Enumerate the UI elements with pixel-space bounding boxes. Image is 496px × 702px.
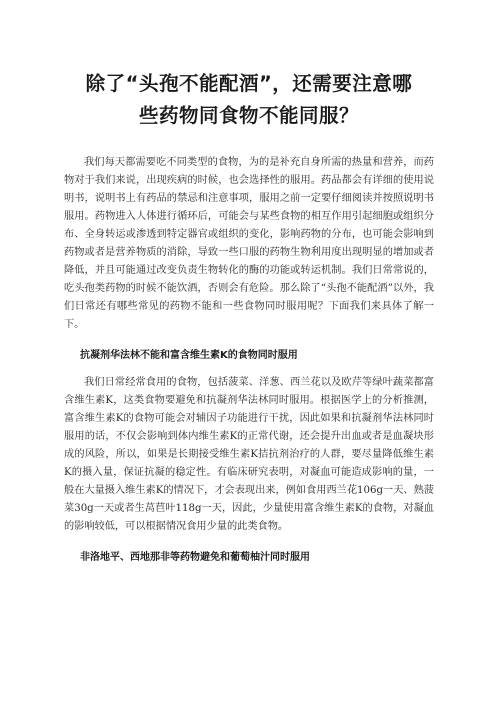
section-heading-warfarin: 抗凝剂华法林不能和富含维生素K的食物同时服用	[80, 350, 298, 361]
title-line-2: 些药物同食物不能同服？	[138, 104, 359, 127]
page-title	[64, 68, 434, 132]
title-line-1: 除了“头孢不能配酒”，还需要注意哪	[85, 72, 413, 95]
section-heading-felodipine: 非洛地平、西地那非等药物避免和葡萄柚汁同时服用	[80, 552, 310, 563]
intro-paragraph: 我们每天都需要吃不同类型的食物，为的是补充自身所需的热量和营养，而药物对于我们来说，出现疾病的时候，也会选择性的服用。药品都会有详细的使用说明书，说明书上有药品的禁忌和注意事项，服用之前一定要仔细阅读并按照说明书服用。药物进入人体进行循环后，可能会与某些食物的相互作用引起细胞或组织分布、全身转运或渗透到特定器官或组织的变化，影响药物的分布，也可能会影响到药物或者是营养物质的消除，导致一些口服的药物生物利用度出现明显的增加或者降低，并且可能通过改变负责生物转化的酶的功能或转运机制。我们日常常说的，吃头孢类药物的时候不能饮酒，否则会有危险。那么除了“头孢不能配酒”以外，我们日常还有哪些常见的药物不能和一些食物同时服用呢？下面我们来具体了解一下。	[64, 157, 434, 330]
section-paragraph-warfarin: 我们日常经常食用的食物，包括菠菜、洋葱、西兰花以及欧芹等绿叶蔬菜都富含维生素K，这类食物要避免和抗凝剂华法林同时服用。根据医学上的分析推测，富含维生素K的食物可能会对辅因子功能进行干扰，因此如果和抗凝剂华法林同时服用的话，不仅会影响到体内维生素K的正常代谢，还会提升出血或者是血凝块形成的风险，所以，如果是长期接受维生素K拮抗剂治疗的人群，要尽量降低维生素K的摄入量，保证抗凝的稳定性。有临床研究表明，对凝血可能造成影响的量，一般在大量摄入维生素K的情况下，才会表现出来，例如食用西兰花106g一天、熟菠菜30g一天或者生莴苣叶118g一天，因此，少量使用富含维生素K的食物，对凝血的影响较低，可以根据情况食用少量的此类食物。	[64, 377, 434, 532]
